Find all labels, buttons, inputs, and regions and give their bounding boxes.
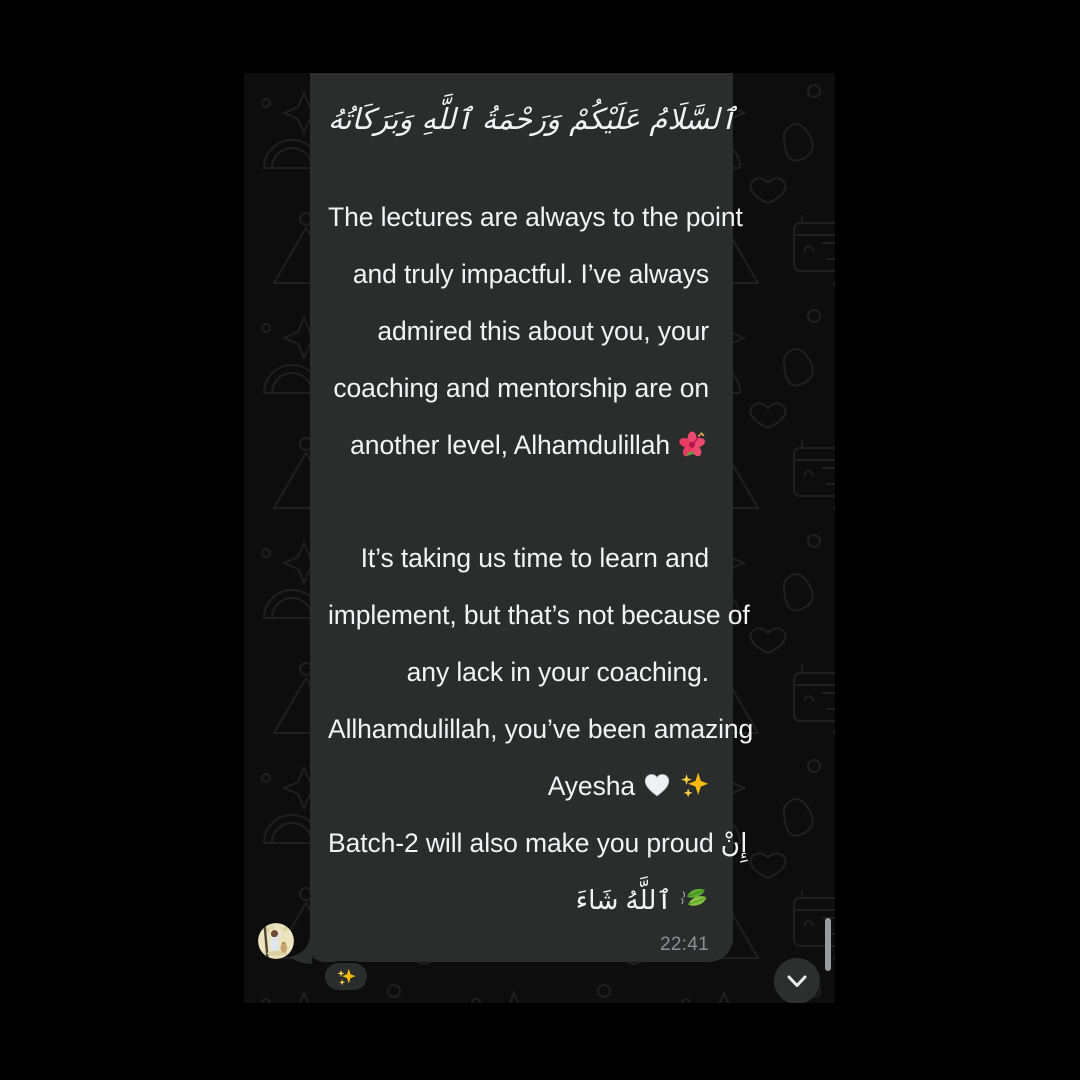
message-text: إِنْ (720, 828, 748, 858)
message-text-container (328, 87, 754, 929)
message-line (328, 872, 709, 929)
message-text: The lectures are always to the point (328, 202, 743, 232)
message-text: Batch-2 will also make you proud (328, 828, 714, 858)
message-line (328, 758, 709, 815)
message-text: coaching and mentorship are on (333, 373, 709, 403)
message-text: and truly impactful. I’ve always (352, 259, 709, 289)
message-line (328, 530, 709, 587)
message-line (328, 587, 750, 644)
leaf-fluttering-icon (679, 884, 709, 914)
message-timestamp: 22:41 (659, 934, 709, 955)
chat-scroll-area[interactable] (244, 73, 835, 1003)
message-text: another level, Alhamdulillah (350, 430, 670, 460)
message-text: implement, but that’s not because of (328, 600, 750, 630)
message-line (328, 87, 737, 151)
message-block-para1 (328, 189, 743, 474)
message-text: شَاءَ (575, 885, 619, 915)
message-text: admired this about you, your (377, 316, 709, 346)
message-text: ٱللَّهُ (625, 885, 672, 915)
message-text: Allhamdulillah, you’ve been amazing (328, 714, 754, 744)
hibiscus-icon (677, 427, 709, 459)
message-line (328, 417, 709, 474)
message-text: It’s taking us time to learn and (360, 543, 709, 573)
message-text: any lack in your coaching. (406, 657, 709, 687)
message-line (328, 360, 709, 417)
message-line (328, 303, 709, 360)
sparkles-icon (336, 967, 356, 987)
message-block-para2 (328, 530, 754, 929)
sender-avatar[interactable] (258, 923, 294, 959)
message-line (328, 644, 709, 701)
white-heart-icon (642, 770, 672, 800)
scroll-to-bottom-button[interactable] (774, 958, 820, 1003)
message-line (328, 189, 743, 246)
scrollbar-thumb[interactable] (825, 918, 831, 971)
message-line (328, 246, 709, 303)
message-line (328, 701, 754, 758)
message-text: ٱلسَّلَامُ عَلَيْكُمْ وَرَحْمَةُ ٱللَّهِ وَبَرَكَاتُهُ (328, 102, 737, 136)
sparkles-icon (679, 770, 709, 800)
message-line (328, 815, 748, 872)
chevron-down-icon (782, 966, 812, 996)
message-text: Ayesha (547, 771, 635, 801)
reaction-pill[interactable] (323, 961, 369, 992)
message-block-salam (328, 87, 737, 151)
message-bubble[interactable] (310, 73, 754, 962)
